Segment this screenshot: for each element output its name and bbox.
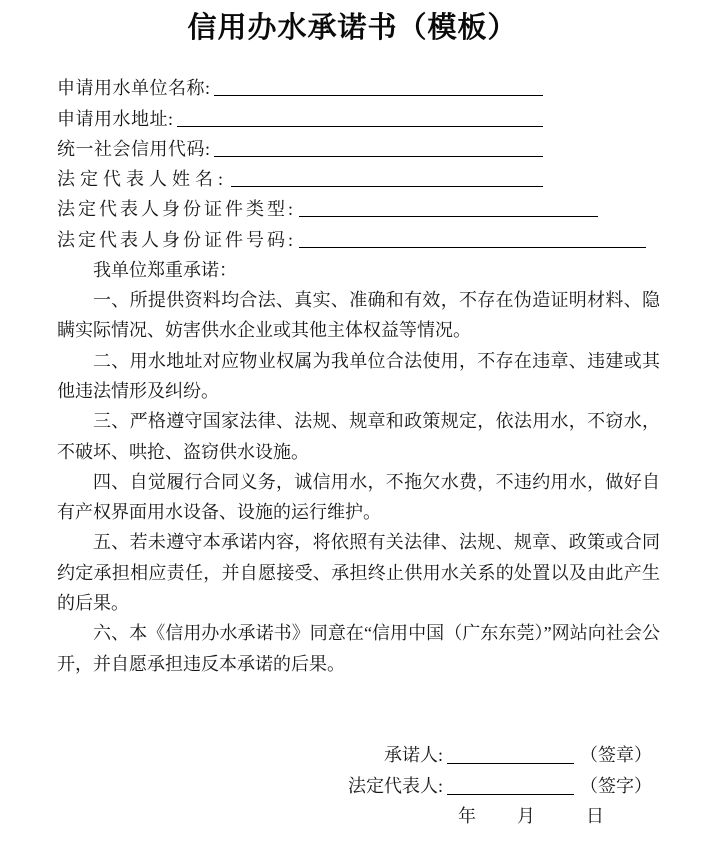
field-row-id-number <box>57 224 646 254</box>
pledge-item-2: 二、用水地址对应物业权属为我单位合法使用，不存在违章、违建或其他违法情形及纠纷。 <box>57 350 660 401</box>
fields-section <box>57 73 705 255</box>
blank-underline-water-address <box>177 126 543 127</box>
field-label-legal-rep-name: 法定代表人姓名: <box>57 169 229 190</box>
blank-underline-credit-code <box>214 156 543 157</box>
field-label-id-number: 法定代表人身份证件号码: <box>57 229 296 250</box>
signature-row-legal-rep <box>335 769 705 799</box>
legal-rep-label: 法定代表人: <box>347 775 443 796</box>
field-row-legal-rep-name <box>57 164 543 194</box>
field-row-credit-code <box>57 134 543 164</box>
blank-underline-id-type <box>299 216 598 217</box>
promisor-signature-underline <box>447 763 574 764</box>
pledge-intro: 我单位郑重承诺： <box>93 259 237 280</box>
pledge-section <box>57 255 660 679</box>
pledge-item-1: 一、所提供资料均合法、真实、准确和有效，不存在伪造证明材料、隐瞒实际情况、妨害供水企业或其他主体权益等情况。 <box>57 290 660 341</box>
document-title: 信用办水承诺书（模板） <box>187 12 518 44</box>
signature-row-promisor <box>335 739 705 769</box>
blank-underline-id-number <box>299 247 646 248</box>
field-label-unit-name: 申请用水单位名称: <box>57 78 211 99</box>
field-row-id-type <box>57 194 598 224</box>
date-month-label: 月 <box>517 805 535 826</box>
pledge-item-3: 三、严格遵守国家法律、法规、规章和政策规定，依法用水，不窃水，不破坏、哄抢、盗窃供水设施。 <box>57 411 660 462</box>
pledge-item-4: 四、自觉履行合同义务，诚信用水，不拖欠水费，不违约用水，做好自有产权界面用水设备、设施的运行维护。 <box>57 471 660 523</box>
signature-section <box>0 739 705 830</box>
blank-underline-unit-name <box>214 95 543 96</box>
legal-rep-sign-note: （签字） <box>580 775 652 796</box>
field-row-unit-name <box>57 73 543 103</box>
legal-rep-signature-underline <box>447 794 574 795</box>
blank-underline-legal-rep-name <box>231 186 543 187</box>
pledge-item-6: 六、本《信用办水承诺书》同意在“信用中国（广东东莞）”网站向社会公开，并自愿承担违反本承诺的后果。 <box>57 623 660 674</box>
field-label-id-type: 法定代表人身份证件类型: <box>57 199 296 220</box>
promisor-label: 承诺人: <box>383 745 443 766</box>
promisor-seal-note: （签章） <box>580 745 652 766</box>
date-day-label: 日 <box>586 805 604 826</box>
pledge-item-5: 五、若未遵守本承诺内容，将依照有关法律、法规、规章、政策或合同约定承担相应责任，并自愿接受、承担终止供用水关系的处置以及由此产生的后果。 <box>57 532 660 614</box>
signature-date-row <box>335 800 705 830</box>
field-row-water-address <box>57 103 543 133</box>
field-label-water-address: 申请用水地址: <box>57 108 174 129</box>
date-year-label: 年 <box>458 805 476 826</box>
field-label-credit-code: 统一社会信用代码: <box>57 138 211 159</box>
